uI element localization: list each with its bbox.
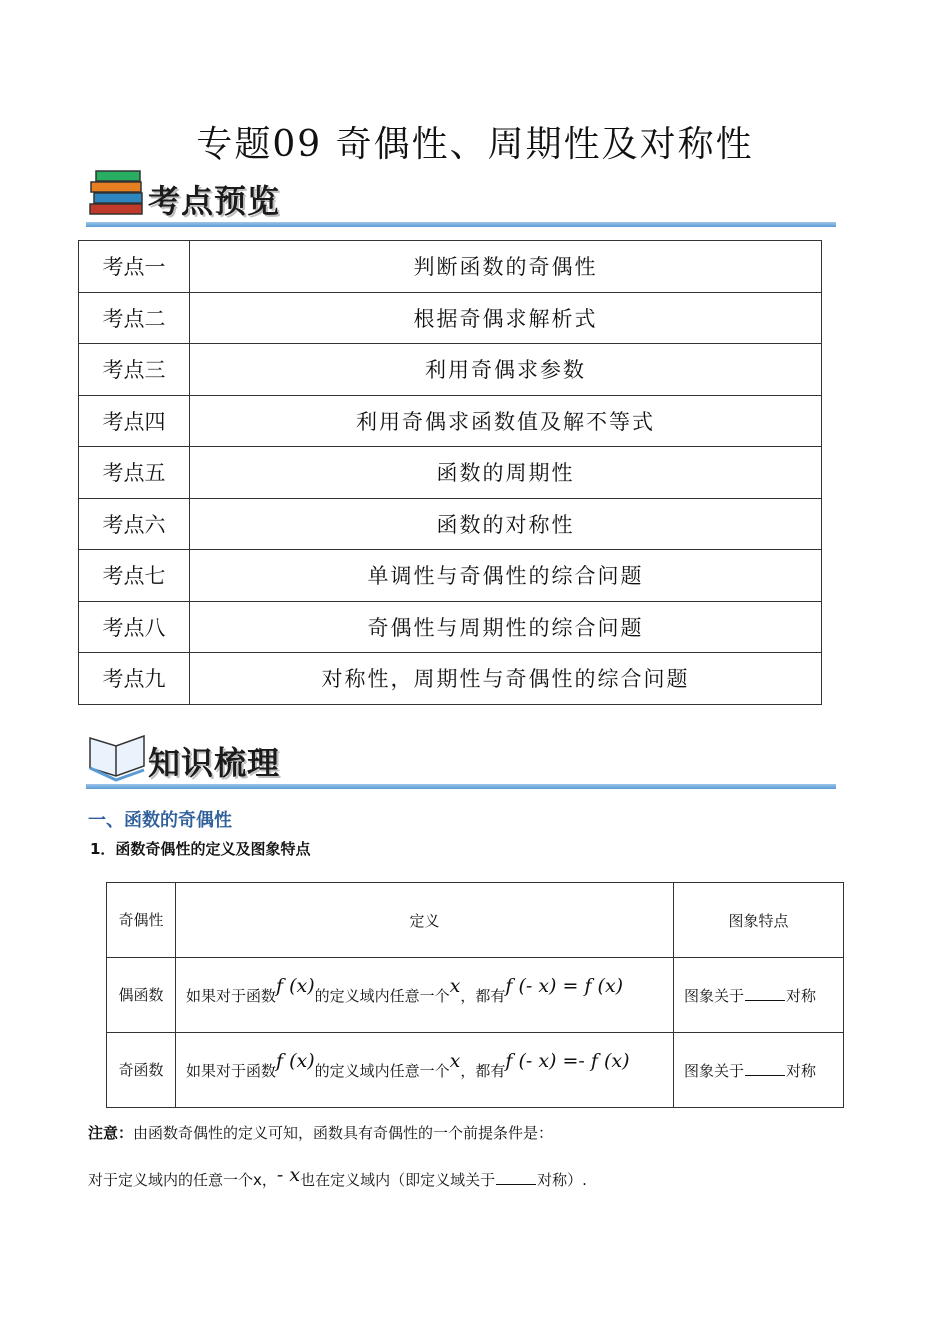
table-row: [79, 241, 822, 293]
overview-key: 考点一: [79, 241, 190, 293]
note-line-1: 注意：由函数奇偶性的定义可知，函数具有奇偶性的一个前提条件是：: [88, 1124, 554, 1142]
overview-key: 考点二: [79, 292, 190, 344]
banner-overview: [86, 166, 836, 232]
overview-key: 考点八: [79, 601, 190, 653]
banner-divider: [86, 222, 836, 227]
banner-knowledge-label: 知识梳理: [148, 744, 281, 782]
table-row: [79, 292, 822, 344]
banner-overview-label: 考点预览: [148, 182, 281, 220]
overview-key: 考点四: [79, 395, 190, 447]
table-row: [79, 653, 822, 705]
fill-blank: [745, 1000, 785, 1001]
row-feature: 图象关于 对称: [674, 958, 844, 1033]
fill-blank: [496, 1184, 536, 1185]
banner-knowledge: [86, 728, 836, 794]
table-header-row: [107, 883, 844, 958]
row-definition: 如果对于函数f (x)的定义域内任意一个x，都有f (- x) =- f (x): [176, 1033, 674, 1108]
page-title: 专题09 奇偶性、周期性及对称性: [196, 124, 754, 165]
table-row: [107, 1033, 844, 1108]
table-row: [79, 395, 822, 447]
header-type: 奇偶性: [107, 883, 176, 958]
row-type: 偶函数: [107, 958, 176, 1033]
overview-value: 奇偶性与周期性的综合问题: [190, 601, 822, 653]
row-feature: 图象关于 对称: [674, 1033, 844, 1108]
header-feature: 图象特点: [674, 883, 844, 958]
overview-value: 单调性与奇偶性的综合问题: [190, 550, 822, 602]
overview-value: 函数的周期性: [190, 447, 822, 499]
overview-value: 利用奇偶求函数值及解不等式: [190, 395, 822, 447]
row-type: 奇函数: [107, 1033, 176, 1108]
overview-key: 考点五: [79, 447, 190, 499]
subsection-heading: 1．函数奇偶性的定义及图象特点: [90, 840, 311, 858]
overview-key: 考点九: [79, 653, 190, 705]
table-row: [79, 550, 822, 602]
fill-blank: [745, 1075, 785, 1076]
definition-table: [106, 882, 844, 1108]
table-row: [79, 447, 822, 499]
table-row: [79, 498, 822, 550]
overview-value: 判断函数的奇偶性: [190, 241, 822, 293]
table-row: [107, 958, 844, 1033]
overview-key: 考点三: [79, 344, 190, 396]
row-definition: 如果对于函数f (x)的定义域内任意一个x，都有f (- x) = f (x): [176, 958, 674, 1033]
note-line-2: 对于定义域内的任意一个x，- x也在定义域内（即定义域关于 对称）.: [88, 1164, 587, 1189]
overview-value: 根据奇偶求解析式: [190, 292, 822, 344]
table-row: [79, 344, 822, 396]
overview-key: 考点六: [79, 498, 190, 550]
banner-divider: [86, 784, 836, 789]
overview-value: 利用奇偶求参数: [190, 344, 822, 396]
open-book-icon: [86, 728, 148, 784]
overview-key: 考点七: [79, 550, 190, 602]
overview-value: 函数的对称性: [190, 498, 822, 550]
table-row: [79, 601, 822, 653]
header-definition: 定义: [176, 883, 674, 958]
overview-table: [78, 240, 822, 705]
section-heading: 一、函数的奇偶性: [88, 810, 232, 831]
books-stack-icon: [86, 166, 148, 222]
overview-value: 对称性，周期性与奇偶性的综合问题: [190, 653, 822, 705]
